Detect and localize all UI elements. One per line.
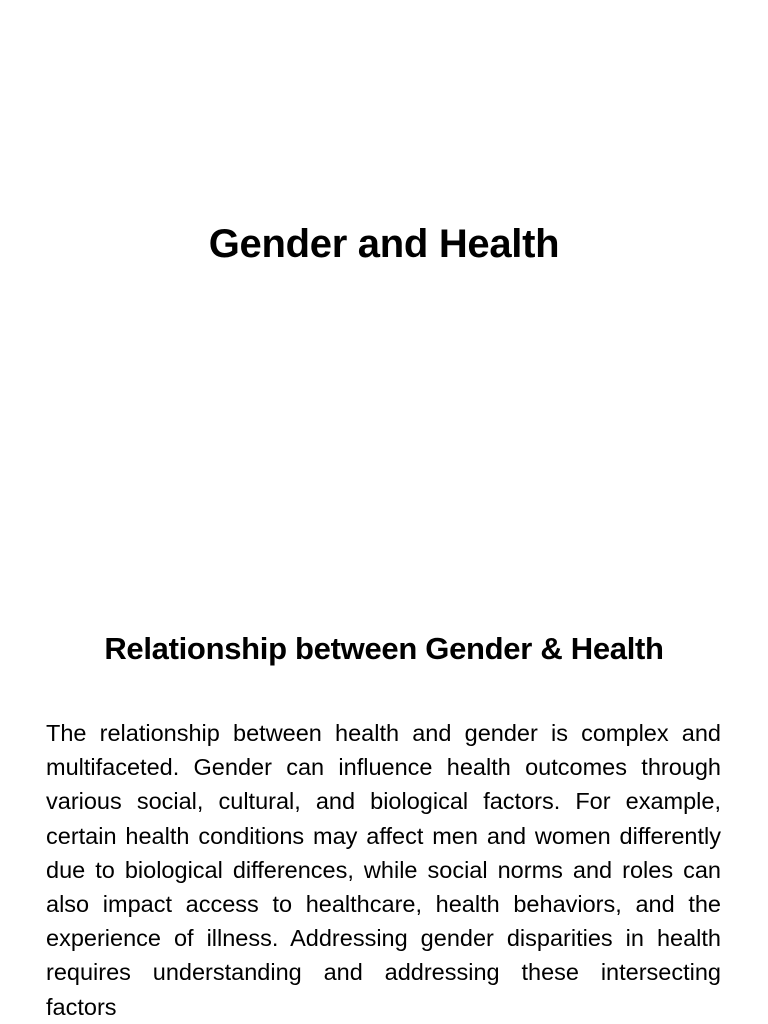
section-heading: Relationship between Gender & Health (104, 631, 664, 666)
page-title: Gender and Health (208, 222, 560, 266)
body-paragraph: The relationship between health and gender is complex and multifaceted. Gender can influence health outcomes through various social, cultural, and biological factors. For example, certain health conditions may affect men and women differently due to biological differences, while social norms and roles can also impact access to healthcare, health behaviors, and the experience of illness. Addressing gender disparities in health requires understanding and addressing these intersecting factors (46, 720, 721, 1020)
